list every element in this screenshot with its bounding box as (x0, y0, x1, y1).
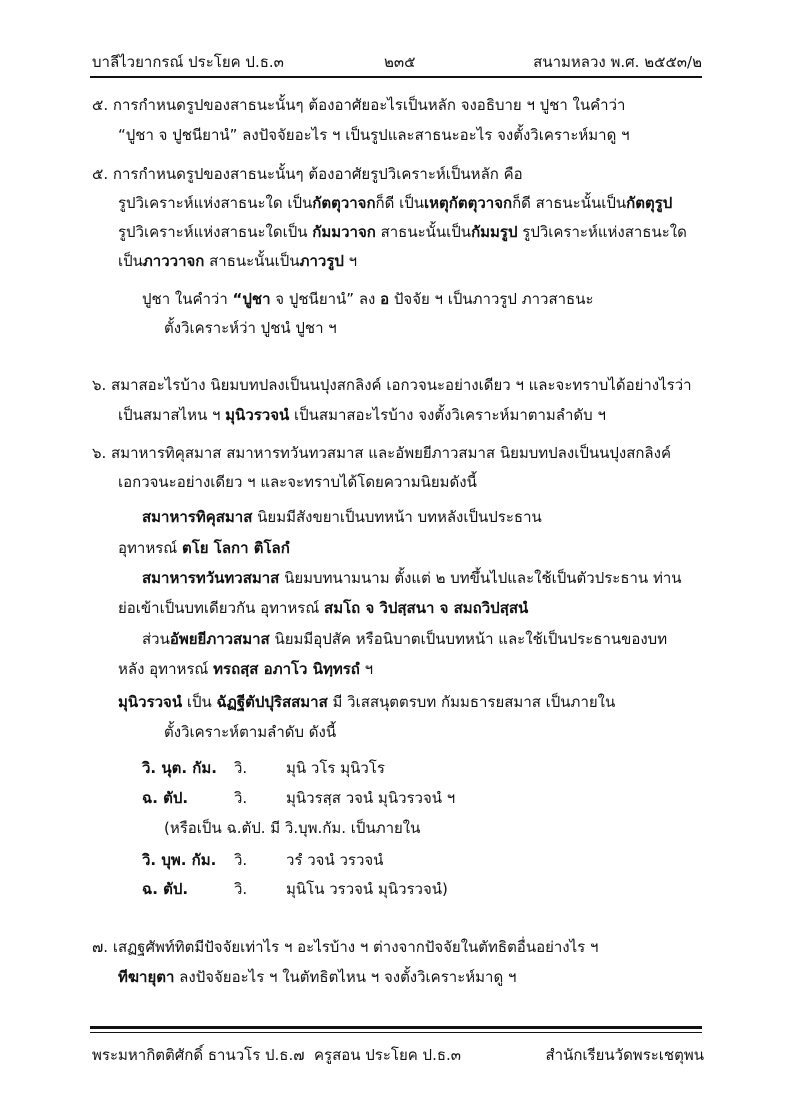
analysis-4-text: มุนิโน วรวจนํ มุนิวรวจนํ) (286, 880, 448, 898)
analysis-1-label: วิ. นุต. กัม. (142, 759, 217, 777)
analysis-alt-note: (หรือเป็น ฉ.ตัป. มี วิ.บุพ.กัม. เป็นภายใน (164, 819, 421, 837)
header-left: บาลีไวยากรณ์ ประโยค ป.ธ.๓ (92, 53, 284, 71)
answer-6-line-3: สมาหารทิคุสมาส นิยมมีสังขยาเป็นบทหน้า บทหลังเป็นประธาน (142, 508, 542, 526)
header-rule (90, 76, 702, 78)
analysis-2-vi: วิ. (234, 789, 248, 807)
analysis-3-text: วรํ วจนํ วรวจนํ (286, 851, 384, 869)
analysis-4-label: ฉ. ตัป. (142, 880, 189, 898)
question-5-line-1: ๕. การกำหนดรูปของสาธนะนั้นๆ ต้องอาศัยอะไรเป็นหลัก จงอธิบาย ฯ ปูชา ในคำว่า (92, 96, 626, 114)
answer-6-line-10: ตั้งวิเคราะห์ตามลำดับ ดังนี้ (164, 723, 337, 741)
answer-6-line-1: ๖. สมาหารทิคุสมาส สมาหารทวันทวสมาส และอัพยยีภาวสมาส นิยมบทปลงเป็นนปุงสกลิงค์ (92, 444, 671, 462)
question-5-line-2: “ปูชา จ ปูชนียานํ” ลงปัจจัยอะไร ฯ เป็นรูปและสาธนะอะไร จงตั้งวิเคราะห์มาดู ฯ (118, 126, 630, 144)
question-6-line-1: ๖. สมาสอะไรบ้าง นิยมบทปลงเป็นนปุงสกลิงค์ เอกวจนะอย่างเดียว ฯ และจะทราบได้อย่างไรว่า (92, 376, 692, 394)
answer-6-line-8: หลัง อุทาหรณ์ ทรถสฺส อภาโว นิทฺทรถํ ฯ (118, 660, 374, 678)
answer-6-line-9: มุนิวรวจนํ เป็น ฉัฏฐีตัปปุริสสมาส มี วิเสสนุตตรบท กัมมธารยสมาส เป็นภายใน (118, 693, 616, 711)
page-header (92, 50, 702, 74)
answer-6-line-5: สมาหารทวันทวสมาส นิยมบทนามนาม ตั้งแต่ ๒ บทขึ้นไปและใช้เป็นตัวประธาน ท่าน (142, 569, 682, 587)
page-footer (92, 1043, 704, 1065)
question-7-line-2: ทีฆายุตา ลงปัจจัยอะไร ฯ ในตัทธิตไหน ฯ จงตั้งวิเคราะห์มาดู ฯ (118, 968, 517, 986)
answer-5-line-6: ตั้งวิเคราะห์ว่า ปูชนํ ปูชา ฯ (164, 319, 337, 337)
analysis-2-label: ฉ. ตัป. (142, 789, 189, 807)
header-right: สนามหลวง พ.ศ. ๒๕๕๓/๒ (533, 53, 702, 71)
answer-5-line-2: รูปวิเคราะห์แห่งสาธนะใด เป็นกัตตุวาจกก็ดี เป็นเหตุกัตตุวาจกก็ดี สาธนะนั้นเป็นกัตตุรูป (118, 194, 673, 212)
page-number: ๒๓๕ (384, 53, 416, 71)
answer-5-line-3: รูปวิเคราะห์แห่งสาธนะใดเป็น กัมมวาจก สาธนะนั้นเป็นกัมมรูป รูปวิเคราะห์แห่งสาธนะใด (118, 223, 687, 241)
analysis-3-label: วิ. บุพ. กัม. (142, 851, 217, 869)
footer-rule-thin (90, 1032, 702, 1033)
footer-right: สำนักเรียนวัดพระเชตุพน (545, 1046, 704, 1064)
answer-5-line-1: ๕. การกำหนดรูปของสาธนะนั้นๆ ต้องอาศัยรูปวิเคราะห์เป็นหลัก คือ (92, 165, 523, 183)
footer-rule-thick (90, 1026, 702, 1029)
question-6-line-2: เป็นสมาสไหน ฯ มุนิวรวจนํ เป็นสมาสอะไรบ้าง จงตั้งวิเคราะห์มาตามลำดับ ฯ (118, 406, 606, 424)
analysis-1-text: มุนิ วโร มุนิวโร (286, 759, 385, 777)
answer-6-line-2: เอกวจนะอย่างเดียว ฯ และจะทราบได้โดยความนิยมดังนี้ (118, 473, 477, 491)
footer-center: ครูสอน ประโยค ป.ธ.๓ (314, 1046, 462, 1064)
analysis-4-vi: วิ. (234, 880, 248, 898)
analysis-1-vi: วิ. (234, 759, 248, 777)
answer-5-line-5: ปูชา ในคำว่า “ปูชา จ ปูชนียานํ” ลง อ ปัจจัย ฯ เป็นภาวรูป ภาวสาธนะ (142, 290, 594, 308)
answer-6-line-7: ส่วนอัพยยีภาวสมาส นิยมมีอุปสัค หรือนิบาตเป็นบทหน้า และใช้เป็นประธานของบท (142, 630, 668, 648)
answer-6-line-6: ย่อเข้าเป็นบทเดียวกัน อุทาหรณ์ สมโถ จ วิปสฺสนา จ สมถวิปสฺสนํ (118, 599, 529, 617)
analysis-2-text: มุนิวรสฺส วจนํ มุนิวรวจนํ ฯ (286, 789, 456, 807)
analysis-3-vi: วิ. (234, 851, 248, 869)
footer-left: พระมหากิตติศักดิ์ ธานวโร ป.ธ.๗ (92, 1046, 305, 1064)
question-7-line-1: ๗. เสฏฐศัพท์ทิตมีปัจจัยเท่าไร ฯ อะไรบ้าง ฯ ต่างจากปัจจัยในตัทธิตอื่นอย่างไร ฯ (92, 938, 599, 956)
answer-6-line-4: อุทาหรณ์ ตโย โลกา ติโลกํ (118, 539, 290, 557)
answer-5-line-4: เป็นภาววาจก สาธนะนั้นเป็นภาวรูป ฯ (118, 252, 358, 270)
